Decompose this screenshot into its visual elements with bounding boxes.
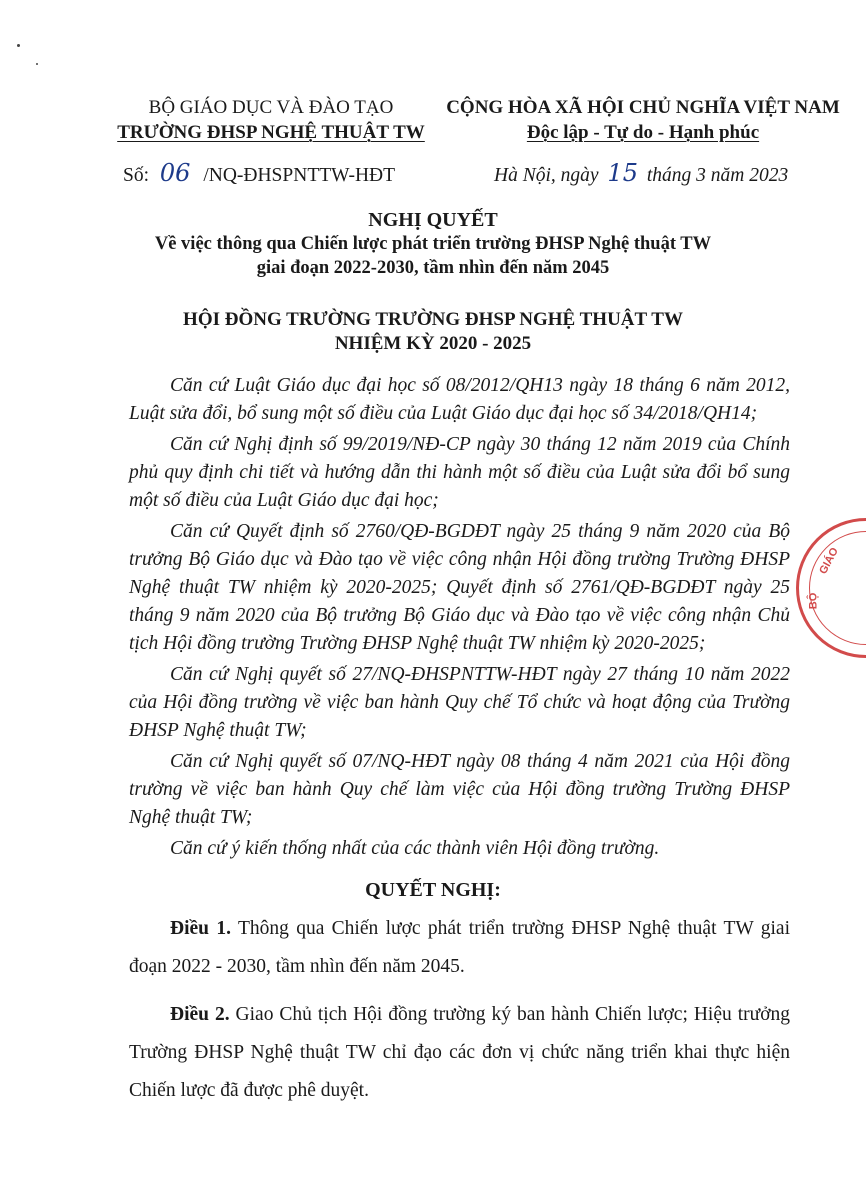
national-motto	[441, 121, 845, 144]
seal-text-a: GIÁO	[817, 545, 841, 577]
legal-basis-item: Căn cứ Nghị quyết số 07/NQ-HĐT ngày 08 tháng 4 năm 2021 của Hội đồng trường về việc ban hành Quy chế làm việc của Hội đồng trường Trường ĐHSP Nghệ thuật TW;	[129, 751, 790, 828]
article-1-label: Điều 1.	[170, 918, 231, 939]
national-header	[441, 96, 845, 144]
article-2-text: Giao Chủ tịch Hội đồng trường ký ban hành Chiến lược; Hiệu trưởng Trường ĐHSP Nghệ thuật TW chỉ đạo các đơn vị chức năng triển khai thực hiện Chiến lược đã được phê duyệt.	[129, 1004, 791, 1101]
ministry-header	[96, 96, 446, 144]
article-1-text: Thông qua Chiến lược phát triển trường ĐHSP Nghệ thuật TW giai đoạn 2022 - 2030, tầm nhìn đến năm 2045.	[129, 918, 791, 977]
seal-text-b: BỘ	[807, 592, 820, 610]
council-term: NHIỆM KỲ 2020 - 2025	[334, 333, 532, 354]
scan-speck	[36, 63, 38, 65]
article-1	[129, 910, 790, 986]
resolution-title-block	[0, 208, 866, 280]
article-2	[129, 996, 790, 1110]
doc-number-prefix: Số:	[123, 165, 150, 186]
doc-number-suffix: /NQ-ĐHSPNTTW-HĐT	[203, 165, 396, 186]
school-name-text: TRƯỜNG ĐHSP NGHỆ THUẬT TW	[117, 122, 425, 143]
legal-basis-item: Căn cứ Nghị định số 99/2019/NĐ-CP ngày 30 tháng 12 năm 2019 của Chính phủ quy định chi tiết và hướng dẫn thi hành một số điều của Luật sửa đổi bổ sung một số điều của Luật Giáo dục đại học;	[129, 434, 790, 511]
council-block	[0, 308, 866, 356]
resolution-subtitle-2: giai đoạn 2022-2030, tầm nhìn đến năm 2045	[256, 258, 610, 278]
motto-text: Độc lập - Tự do - Hạnh phúc	[526, 122, 760, 143]
legal-basis-item: Căn cứ ý kiến thống nhất của các thành viên Hội đồng trường.	[170, 838, 660, 859]
article-2-label: Điều 2.	[170, 1004, 230, 1025]
legal-bases	[129, 372, 790, 863]
national-title: CỘNG HÒA XÃ HỘI CHỦ NGHĨA VIỆT NAM	[446, 97, 840, 118]
date-prefix: Hà Nội, ngày	[494, 165, 599, 186]
scan-speck	[17, 44, 20, 47]
legal-basis-item: Căn cứ Quyết định số 2760/QĐ-BGDĐT ngày 25 tháng 9 năm 2020 của Bộ trưởng Bộ Giáo dục và Đào tạo về việc công nhận Hội đồng trường Trường ĐHSP Nghệ thuật TW nhiệm kỳ 2020-2025; Quyết định số 2761/QĐ-BGDĐT ngày 25 tháng 9 năm 2020 của Bộ trưởng Bộ Giáo dục và Đào tạo về việc công nhận Chủ tịch Hội đồng trường Trường ĐHSP Nghệ thuật TW nhiệm kỳ 2020-2025;	[129, 521, 790, 654]
ministry-name: BỘ GIÁO DỤC VÀ ĐÀO TẠO	[148, 97, 394, 118]
seal-inner-ring	[809, 531, 866, 645]
doc-number-handwritten: 06	[159, 159, 191, 187]
resolution-subtitle-1: Về việc thông qua Chiến lược phát triển trường ĐHSP Nghệ thuật TW	[154, 234, 712, 254]
articles	[129, 910, 790, 1110]
document-number	[123, 160, 395, 189]
red-seal-stamp	[796, 518, 866, 658]
date-suffix: tháng 3 năm 2023	[646, 165, 789, 186]
decision-heading: QUYẾT NGHỊ:	[365, 879, 501, 901]
issue-date	[494, 160, 788, 189]
legal-basis-item: Căn cứ Luật Giáo dục đại học số 08/2012/QH13 ngày 18 tháng 6 năm 2012, Luật sửa đổi, bổ sung một số điều của Luật Giáo dục đại học số 34/2018/QH14;	[129, 375, 790, 424]
school-name	[96, 121, 446, 144]
date-day-handwritten: 15	[607, 159, 638, 187]
resolution-title: NGHỊ QUYẾT	[368, 209, 498, 231]
council-name: HỘI ĐỒNG TRƯỜNG TRƯỜNG ĐHSP NGHỆ THUẬT TW	[183, 309, 683, 330]
legal-basis-item: Căn cứ Nghị quyết số 27/NQ-ĐHSPNTTW-HĐT ngày 27 tháng 10 năm 2022 của Hội đồng trường về việc ban hành Quy chế Tổ chức và hoạt động của Trường ĐHSP Nghệ thuật TW;	[129, 664, 790, 741]
